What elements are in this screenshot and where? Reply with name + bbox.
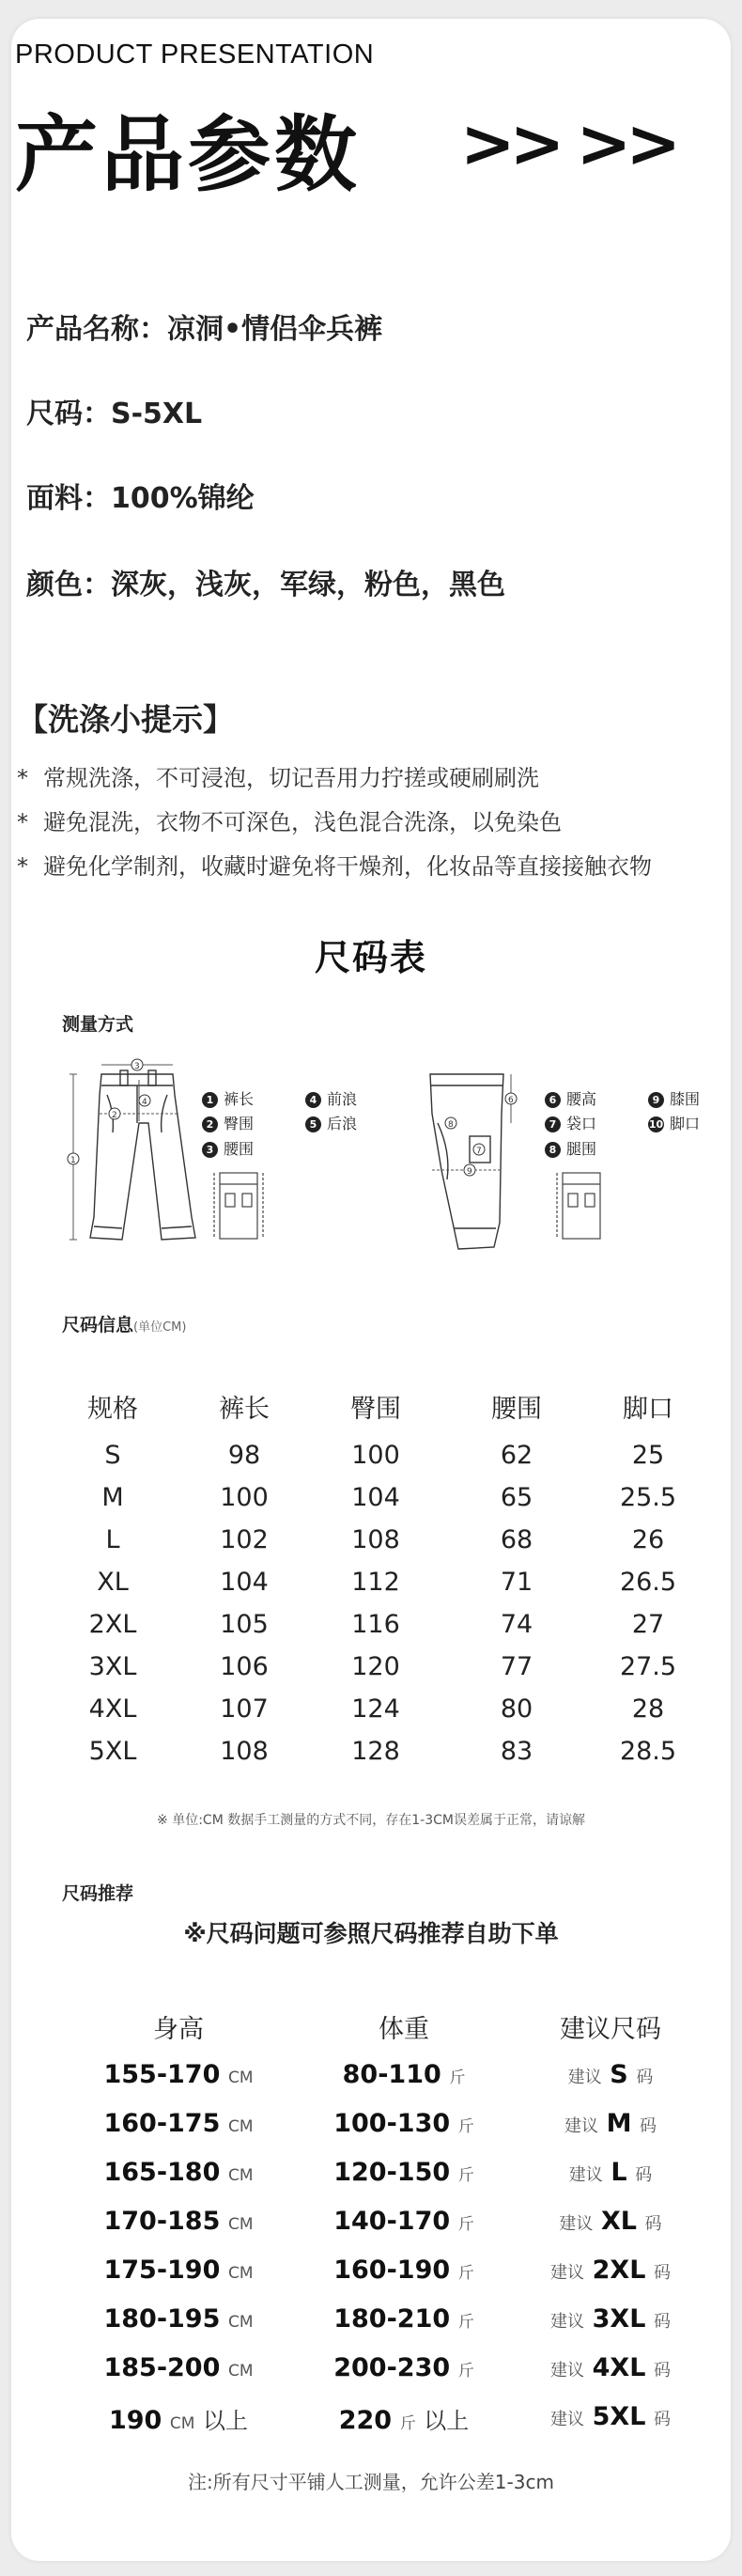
legend-item: 1 裤长 (202, 1087, 254, 1109)
subtitle: PRODUCT PRESENTATION (15, 39, 375, 70)
page-title: 产品参数 (15, 106, 362, 203)
legend-item: 8 腿围 (545, 1137, 596, 1159)
pants-front-diagram (58, 1057, 218, 1264)
table-cell: 3XL (88, 1652, 137, 1681)
table-cell: 71 (500, 1568, 533, 1597)
height-cell: 175-190 CM (103, 2256, 254, 2285)
table-header: 身高 (153, 2015, 204, 2044)
table-cell: 77 (500, 1652, 533, 1681)
legend-item: 5 后浪 (305, 1112, 357, 1133)
height-cell: 190 CM 以上 (108, 2406, 249, 2435)
weight-cell: 80-110 斤 (342, 2060, 466, 2089)
table-cell: 27.5 (619, 1652, 677, 1681)
recommend-hint: ※尺码问题可参照尺码推荐自助下单 (183, 1920, 559, 1947)
product-size-range: 尺码：S-5XL (26, 398, 203, 430)
size-chart-title: 尺码表 (314, 937, 427, 978)
size-cell: 建议 M 码 (564, 2109, 657, 2138)
table-header: 臀围 (350, 1395, 401, 1424)
table-cell: 28 (631, 1694, 665, 1724)
product-colors: 颜色：深灰，浅灰，军绿，粉色，黑色 (26, 569, 505, 601)
pants-side-diagram (413, 1057, 535, 1269)
product-fabric: 面料：100%锦纶 (26, 482, 255, 515)
svg-text:9: 9 (467, 1167, 472, 1177)
asterisk-icon: * (17, 765, 28, 791)
size-cell: 建议 3XL 码 (550, 2304, 671, 2334)
table-cell: 107 (220, 1694, 269, 1724)
wash-tip: * 常规洗涤，不可浸泡，切记吾用力拧搓或硬刷刷洗 (17, 765, 539, 791)
table-cell: M (101, 1483, 124, 1512)
svg-text:2: 2 (112, 1111, 117, 1120)
svg-text:7: 7 (476, 1147, 482, 1156)
table-cell: 100 (220, 1483, 269, 1512)
legend-item: 9 膝围 (648, 1087, 700, 1109)
legend-item: 4 前浪 (305, 1087, 357, 1109)
size-cell: 建议 XL 码 (559, 2207, 662, 2236)
weight-cell: 200-230 斤 (333, 2353, 474, 2382)
table-cell: 83 (500, 1737, 533, 1766)
svg-text:8: 8 (448, 1120, 454, 1130)
table-cell: 112 (351, 1568, 400, 1597)
table-cell: S (104, 1441, 121, 1470)
table-cell: 106 (220, 1652, 269, 1681)
footer-note: 注:所有尺寸平铺人工测量，允许公差1-3cm (188, 2471, 554, 2493)
height-cell: 185-200 CM (103, 2353, 254, 2382)
table-cell: 25 (631, 1441, 665, 1470)
pocket-detail-diagram (549, 1165, 615, 1259)
table-cell: 108 (351, 1525, 400, 1554)
table-cell: 80 (500, 1694, 533, 1724)
table-cell: 62 (500, 1441, 533, 1470)
table-cell: 100 (351, 1441, 400, 1470)
weight-cell: 180-210 斤 (333, 2304, 474, 2334)
table-header: 规格 (87, 1395, 138, 1424)
legend-item: 7 袋口 (545, 1112, 596, 1133)
weight-cell: 120-150 斤 (333, 2158, 474, 2187)
table-cell: 128 (351, 1737, 400, 1766)
weight-cell: 160-190 斤 (333, 2256, 474, 2285)
table-cell: 104 (351, 1483, 400, 1512)
table-cell: 98 (227, 1441, 261, 1470)
wash-tip: * 避免化学制剂，收藏时避免将干燥剂，化妆品等直接接触衣物 (17, 853, 652, 880)
size-info-label: 尺码信息(单位CM) (62, 1315, 187, 1335)
size-cell: 建议 2XL 码 (550, 2256, 671, 2285)
legend-item: 6 腰高 (545, 1087, 596, 1109)
table-cell: 105 (220, 1610, 269, 1639)
svg-text:1: 1 (70, 1156, 76, 1165)
asterisk-icon: * (17, 853, 28, 880)
height-cell: 180-195 CM (103, 2304, 254, 2334)
table-cell: 26 (631, 1525, 665, 1554)
measure-label: 测量方式 (62, 1014, 134, 1035)
table-cell: 104 (220, 1568, 269, 1597)
size-cell: 建议 4XL 码 (550, 2353, 671, 2382)
table-cell: 5XL (88, 1737, 137, 1766)
recommend-label: 尺码推荐 (62, 1883, 134, 1904)
table-cell: 4XL (88, 1694, 137, 1724)
height-cell: 165-180 CM (103, 2158, 254, 2187)
height-cell: 170-185 CM (103, 2207, 254, 2236)
size-cell: 建议 S 码 (567, 2060, 654, 2089)
table-cell: 27 (631, 1610, 665, 1639)
table-cell: 108 (220, 1737, 269, 1766)
weight-cell: 220 斤 以上 (338, 2406, 470, 2435)
wash-tip: * 避免混洗，衣物不可深色，浅色混合洗涤，以免染色 (17, 809, 562, 835)
wash-tips-title: 【洗涤小提示】 (17, 701, 234, 738)
table-cell: 68 (500, 1525, 533, 1554)
table-cell: 74 (500, 1610, 533, 1639)
legend-item: 10 脚口 (648, 1115, 701, 1132)
svg-text:6: 6 (508, 1096, 514, 1105)
height-cell: 160-175 CM (103, 2109, 254, 2138)
svg-text:4: 4 (142, 1098, 147, 1107)
height-cell: 155-170 CM (103, 2060, 254, 2089)
svg-text:3: 3 (134, 1062, 140, 1071)
size-cell: 建议 L 码 (568, 2158, 653, 2187)
table-cell: 124 (351, 1694, 400, 1724)
asterisk-icon: * (17, 809, 28, 835)
table-cell: 120 (351, 1652, 400, 1681)
table-cell: 25.5 (619, 1483, 677, 1512)
table-cell: 28.5 (619, 1737, 677, 1766)
table-cell: 102 (220, 1525, 269, 1554)
table-cell: 26.5 (619, 1568, 677, 1597)
measure-note: ※ 单位:CM 数据手工测量的方式不同，存在1-3CM误差属于正常，请谅解 (157, 1813, 585, 1828)
table-header: 裤长 (219, 1395, 270, 1424)
table-cell: 2XL (88, 1610, 137, 1639)
table-cell: 116 (351, 1610, 400, 1639)
arrows-icon: >> >> (460, 105, 675, 182)
size-cell: 建议 5XL 码 (550, 2402, 671, 2431)
table-cell: L (105, 1525, 120, 1554)
weight-cell: 100-130 斤 (333, 2109, 474, 2138)
table-header: 脚口 (623, 1395, 673, 1424)
table-header: 腰围 (491, 1395, 542, 1424)
waist-detail-diagram (207, 1165, 272, 1259)
product-name: 产品名称：凉洞•情侣伞兵裤 (26, 313, 383, 346)
legend-item: 2 臀围 (202, 1112, 254, 1133)
table-cell: 65 (500, 1483, 533, 1512)
table-header: 体重 (379, 2015, 429, 2044)
legend-item: 3 腰围 (202, 1137, 254, 1159)
table-header: 建议尺码 (560, 2015, 661, 2044)
weight-cell: 140-170 斤 (333, 2207, 474, 2236)
table-cell: XL (97, 1568, 129, 1597)
